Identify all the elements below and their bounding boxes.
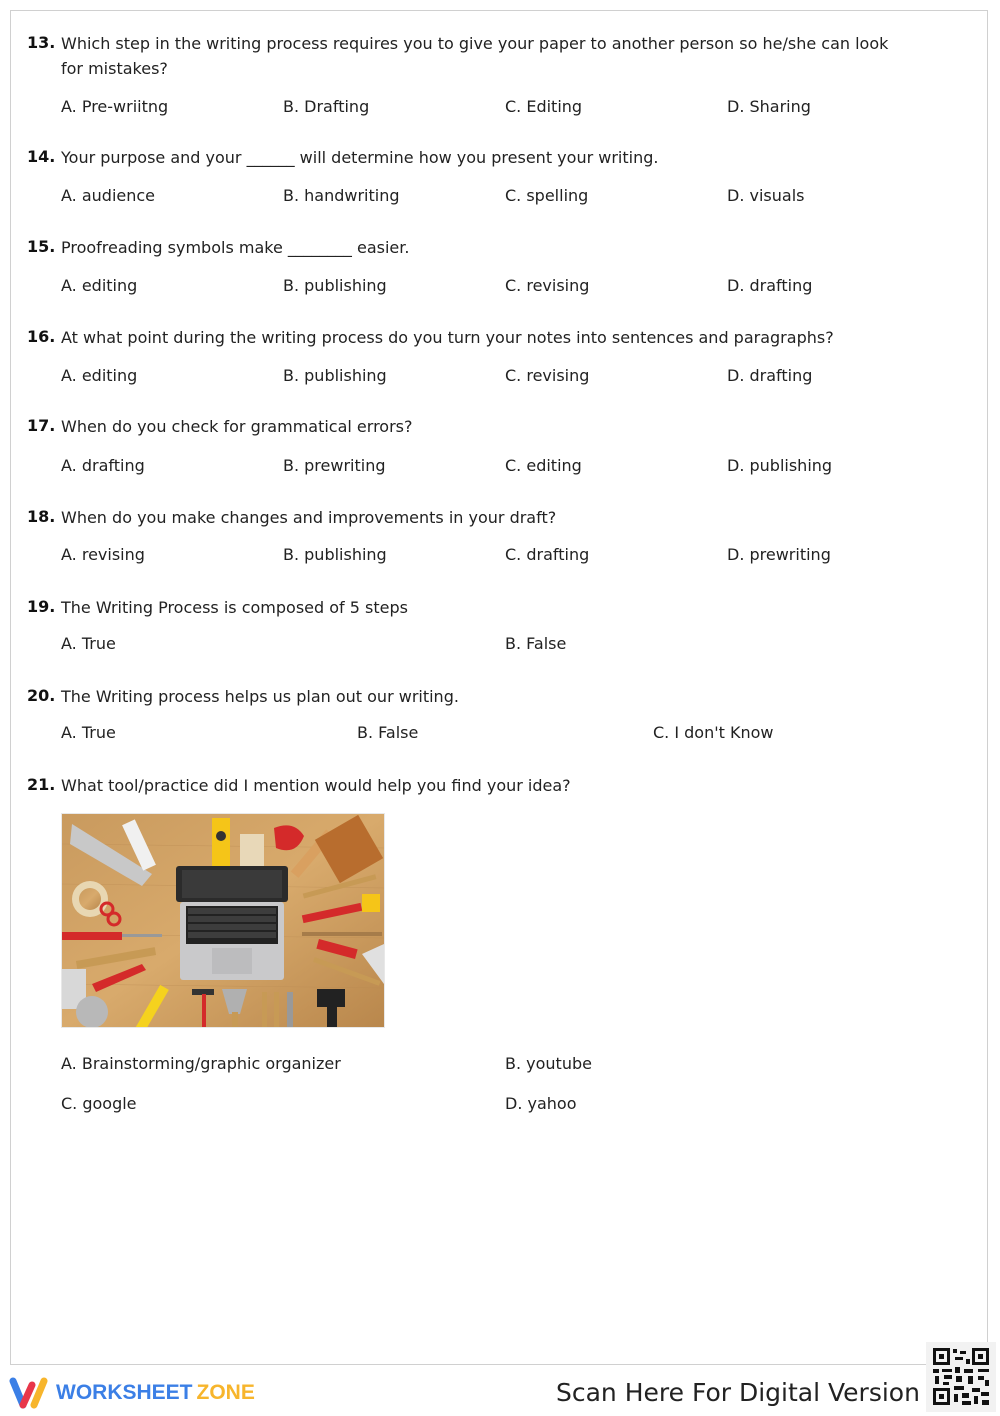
option-d[interactable]: D. drafting [727,276,813,295]
option-d[interactable]: D. Sharing [727,97,811,116]
option-d[interactable]: D. prewriting [727,545,831,564]
option-b[interactable]: B. False [505,634,567,653]
option-b[interactable]: B. Drafting [283,97,370,116]
worksheet-page [10,10,988,1365]
question-text: At what point during the writing process do you turn your notes into sentences and paragraphs? [61,328,834,347]
question-number: 16. [27,327,56,346]
option-a[interactable]: A. True [61,634,116,653]
laptop-tools-image [61,813,385,1028]
question-text: Proofreading symbols make ________ easier. [61,238,410,257]
option-d[interactable]: D. publishing [727,456,833,475]
option-a[interactable]: A. editing [61,276,138,295]
option-a[interactable]: A. True [61,723,116,742]
question-text: Which step in the writing process requires you to give your paper to another person so he/she can look for mistakes? [61,34,889,78]
option-c[interactable]: C. drafting [505,545,590,564]
qr-code-icon[interactable] [926,1342,996,1412]
option-a[interactable]: A. editing [61,366,138,385]
question-number: 17. [27,416,56,435]
question-number: 15. [27,237,56,256]
question-number: 19. [27,597,56,616]
option-c[interactable]: C. Editing [505,97,583,116]
option-d[interactable]: D. visuals [727,186,805,205]
option-a[interactable]: A. revising [61,545,145,564]
option-c[interactable]: C. revising [505,366,590,385]
worksheetzone-w-icon [8,1376,50,1410]
option-b[interactable]: B. youtube [505,1054,592,1073]
option-b[interactable]: B. publishing [283,276,387,295]
option-b[interactable]: B. publishing [283,545,387,564]
laptop-tools-illustration [62,814,384,1027]
scan-label: Scan Here For Digital Version [556,1378,920,1407]
option-d[interactable]: D. yahoo [505,1094,577,1113]
option-c[interactable]: C. revising [505,276,590,295]
question-number: 18. [27,507,56,526]
option-b[interactable]: B. publishing [283,366,387,385]
question-text: When do you check for grammatical errors? [61,417,413,436]
option-a[interactable]: A. Pre-wriitng [61,97,169,116]
worksheetzone-logo[interactable] [8,1376,255,1410]
option-b[interactable]: B. False [357,723,419,742]
question-text: When do you make changes and improvements in your draft? [61,508,557,527]
brand-name-part1: WORKSHEET [56,1381,193,1404]
option-a[interactable]: A. Brainstorming/graphic organizer [61,1054,341,1073]
question-text: What tool/practice did I mention would help you find your idea? [61,776,571,795]
question-text: The Writing process helps us plan out our writing. [61,687,459,706]
question-number: 14. [27,147,56,166]
brand-name-part2: ZONE [196,1381,255,1404]
option-b[interactable]: B. handwriting [283,186,400,205]
qr-code-graphic [926,1342,996,1412]
question-number: 13. [27,33,56,52]
option-c[interactable]: C. I don't Know [653,723,774,742]
question-text: Your purpose and your ______ will determine how you present your writing. [61,148,659,167]
option-c[interactable]: C. google [61,1094,137,1113]
option-d[interactable]: D. drafting [727,366,813,385]
question-text: The Writing Process is composed of 5 steps [61,598,408,617]
option-a[interactable]: A. audience [61,186,156,205]
option-a[interactable]: A. drafting [61,456,145,475]
option-b[interactable]: B. prewriting [283,456,386,475]
question-number: 21. [27,775,56,794]
option-c[interactable]: C. editing [505,456,582,475]
question-number: 20. [27,686,56,705]
option-c[interactable]: C. spelling [505,186,589,205]
